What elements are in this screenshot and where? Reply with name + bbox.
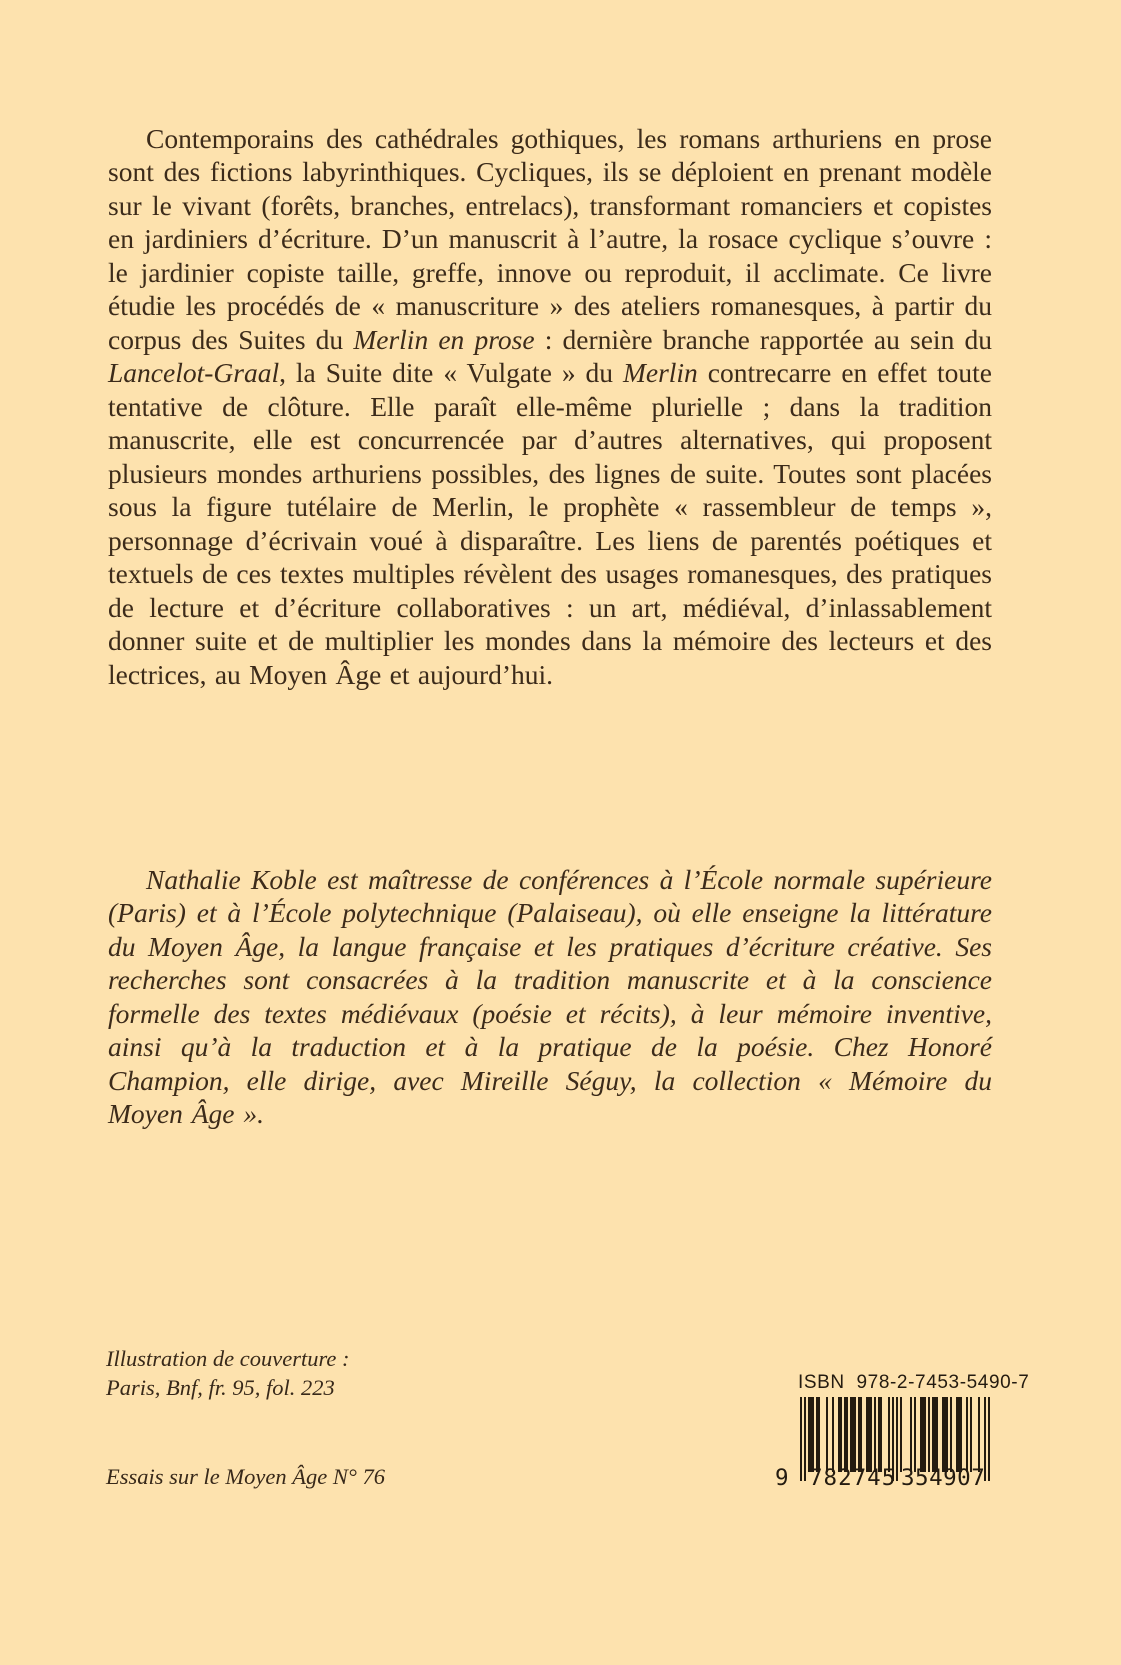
- synopsis-paragraph: Contemporains des cathédrales gothiques, les romans arthuriens en prose sont des fictions labyrinthiques. Cycliques, ils se déploient en prenant modèle sur le vivant (forêts, branches, entrelacs), transformant romanciers et copistes en jardiniers d’écriture. D’un manuscrit à l’autre, la rosace cyclique s’ouvre : le jardinier copiste taille, greffe, innove ou reproduit, il acclimate. Ce livre étudie les procédés de « manuscriture » des ateliers romanesques, à partir du corpus des Suites du Merlin en prose : dernière branche rapportée au sein du Lancelot-Graal, la Suite dite « Vulgate » du Merlin contrecarre en effet toute tentative de clôture. Elle paraît elle-même plurielle ; dans la tradition manuscrite, elle est concurrencée par d’autres alternatives, qui proposent plusieurs mondes arthuriens possibles, des lignes de suite. Toutes sont placées sous la figure tutélaire de Merlin, le prophète « rassembleur de temps », personnage d’écrivain voué à disparaître. Les liens de parentés poétiques et textuels de ces textes multiples révèlent des usages romanesques, des pratiques de lecture et d’écriture collaboratives : un art, médiéval, d’inlassablement donner suite et de multiplier les mondes dans la mémoire des lecteurs et des lectrices, au Moyen Âge et aujourd’hui.: [108, 122, 992, 690]
- barcode-digits-group2: 354907: [901, 1465, 986, 1491]
- cover-illustration-credit: [106, 1344, 350, 1402]
- series-label: Essais sur le Moyen Âge N° 76: [106, 1464, 385, 1489]
- author-bio-paragraph: Nathalie Koble est maîtresse de conférences à l’École normale supérieure (Paris) et à l’École polytechnique (Palaiseau), où elle enseigne la littérature du Moyen Âge, la langue française et les pratiques d’écriture créative. Ses recherches sont consacrées à la tradition manuscrite et à la conscience formelle des textes médiévaux (poésie et récits), à leur mémoire inventive, ainsi qu’à la traduction et à la pratique de la poésie. Chez Honoré Champion, elle dirige, avec Mireille Séguy, la collection « Mémoire du Moyen Âge ».: [108, 863, 992, 1129]
- cover-credit-line1: Illustration de couverture :: [106, 1346, 350, 1371]
- barcode-digits: [775, 1465, 1015, 1491]
- barcode-digits-group1: 782745: [809, 1465, 897, 1491]
- isbn-number-label: ISBN 978-2-7453-5490-7: [798, 1372, 1030, 1393]
- barcode-digit-prefix: 9: [775, 1465, 789, 1491]
- isbn-block: [775, 1372, 1030, 1491]
- cover-credit-line2: Paris, Bnf, fr. 95, fol. 223: [106, 1375, 335, 1400]
